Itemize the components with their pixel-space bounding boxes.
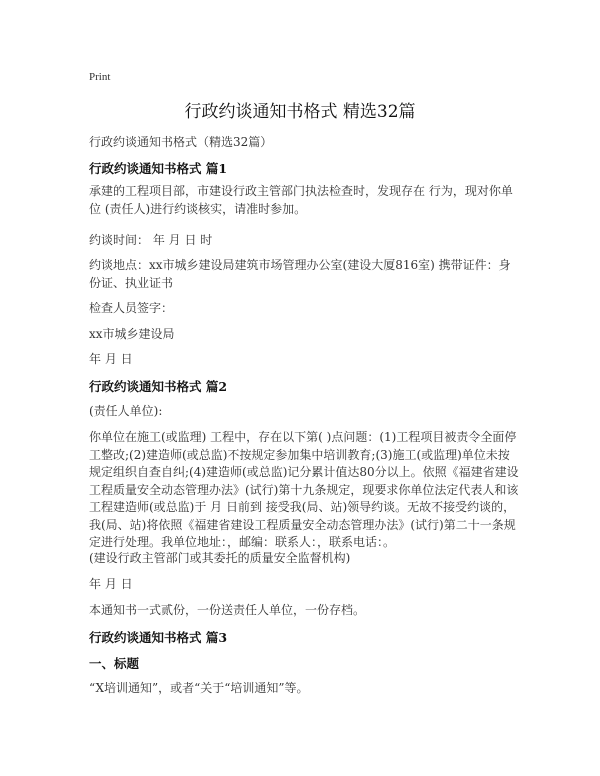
- section2-copies: 本通知书一式贰份，一份送责任人单位，一份存档。: [89, 603, 366, 617]
- section1-para1: 承建的工程项目部，市建设行政主管部门执法检查时，发现存在 行为，现对你单位 (责任人)进行约谈核实，请准时参加。: [89, 184, 513, 216]
- section2-heading: 行政约谈通知书格式 篇2: [89, 379, 228, 394]
- document-title: 行政约谈通知书格式 精选32篇: [184, 102, 416, 122]
- section1-date: 年 月 日: [89, 352, 133, 366]
- section1-heading: 行政约谈通知书格式 篇1: [89, 161, 228, 176]
- section1-place: 约谈地点：xx市城乡建设局建筑市场管理办公室(建设大厦816室) 携带证件：身份证、执业证书: [89, 258, 511, 290]
- section3-para: “X培训通知”，或者“关于“培训通知”等。: [89, 681, 309, 695]
- section1-inspector: 检查人员签字：: [89, 301, 174, 315]
- print-label[interactable]: Print: [89, 71, 111, 83]
- section2-recipient: (责任人单位):: [89, 404, 163, 418]
- section1-time: 约谈时间： 年 月 日 时: [89, 233, 213, 247]
- section2-body: 你单位在施工(或监理) 工程中，存在以下第( )点问题：(1)工程项目被责令全面停工整改;(2)建造师(或总监)不按规定参加集中培训教育;(3)施工(或监理)单位未按规定组织自查自纠;(4)建造师(或总监)记分累计值达80分以上。依照《福建省建设工程质量安全动态管理办法》(试行)第十九条规定，现要求你单位法定代表人和该工程建造师(或总监)于 月 日前到 接受我(局、站)领导约谈。无故不接受约谈的，我(局、站)将依照《福建省建设工程质量安全动态管理办法》(试行)第二十一条规定进行处理。我单位地址：，邮编：联系人：，联系电话：。: [89, 430, 519, 549]
- section2-date: 年 月 日: [89, 577, 133, 591]
- section3-heading: 行政约谈通知书格式 篇3: [89, 630, 228, 645]
- section1-org: xx市城乡建设局: [89, 327, 175, 341]
- section2-issuer: (建设行政主管部门或其委托的质量安全监督机构): [89, 551, 351, 565]
- document-subtitle: 行政约谈通知书格式（精选32篇）: [89, 135, 273, 149]
- section3-subheading: 一、标题: [89, 656, 140, 671]
